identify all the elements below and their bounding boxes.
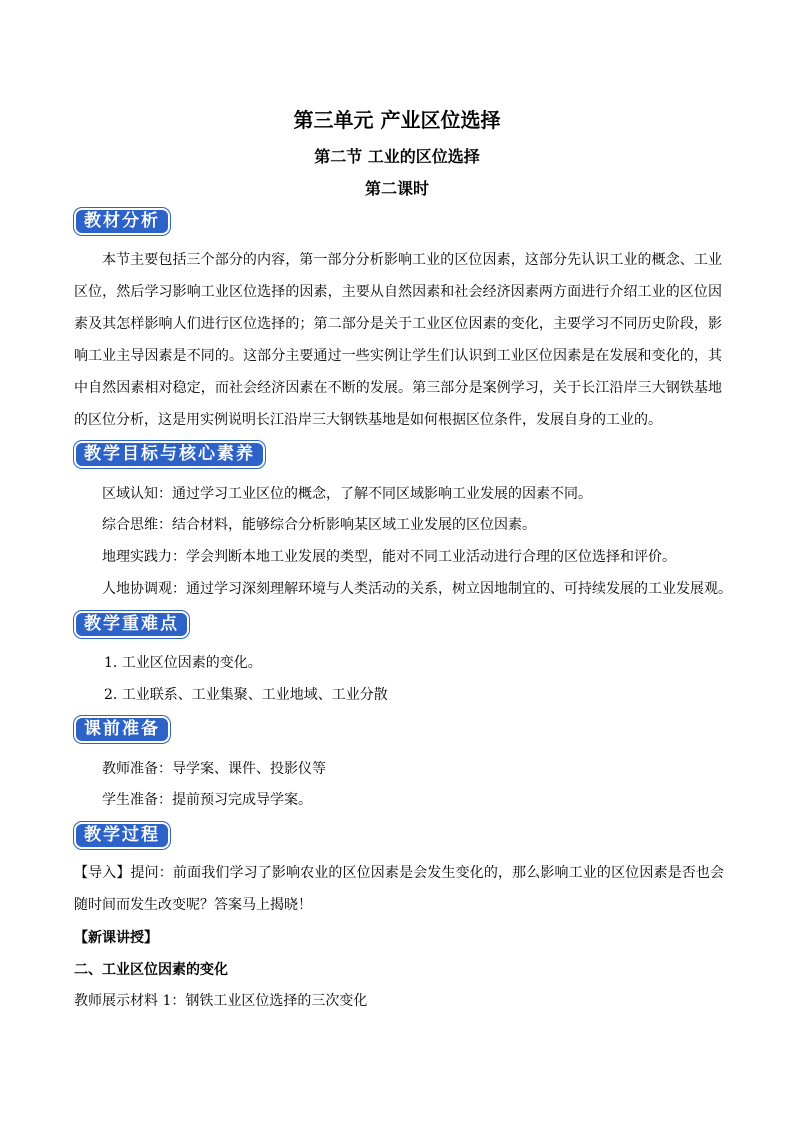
intro-paragraph: 【导入】提问：前面我们学习了影响农业的区位因素是会发生变化的，那么影响工业的区位因素是否也会随时间而发生改变呢？答案马上揭晓！ xyxy=(74,865,724,913)
goal-item: 综合思维：结合材料，能够综合分析影响某区域工业发展的区位因素。 xyxy=(102,517,536,533)
goal-item: 人地协调观：通过学习深刻理解环境与人类活动的关系，树立因地制宜的、可持续发展的工业发展观。 xyxy=(102,581,732,597)
section-heading: 二、工业区位因素的变化 xyxy=(74,962,228,978)
new-lesson-label: 【新课讲授】 xyxy=(74,930,158,946)
section-title: 第二节 工业的区位选择 xyxy=(314,147,480,166)
analysis-paragraph: 本节主要包括三个部分的内容，第一部分分析影响工业的区位因素，这部分先认识工业的概念、工业区位，然后学习影响工业区位选择的因素，主要从自然因素和社会经济因素两方面进行介绍工业的区位因素及其怎样影响人们进行区位选择的；第二部分是关于工业区位因素的变化，主要学习不同历史阶段，影响工业主导因素是不同的。这部分主要通过一些实例让学生们认识到工业区位因素是在发展和变化的，其中自然因素相对稳定，而社会经济因素在不断的发展。第三部分是案例学习，关于长江沿岸三大钢铁基地的区位分析，这是用实例说明长江沿岸三大钢铁基地是如何根据区位条件，发展自身的工业的。 xyxy=(74,252,722,428)
goal-item: 地理实践力：学会判断本地工业发展的类型，能对不同工业活动进行合理的区位选择和评价。 xyxy=(102,549,676,565)
prep-item: 学生准备：提前预习完成导学案。 xyxy=(102,792,312,808)
key-point-item: 1. 工业区位因素的变化。 xyxy=(104,655,262,671)
badge-analysis: 教材分析 xyxy=(74,208,170,235)
badge-prep: 课前准备 xyxy=(74,716,170,743)
lesson-title: 第二课时 xyxy=(364,179,429,198)
material-caption: 教师展示材料 1：钢铁工业区位选择的三次变化 xyxy=(74,993,368,1009)
goal-item: 区域认知：通过学习工业区位的概念，了解不同区域影响工业发展的因素不同。 xyxy=(102,486,592,502)
prep-item: 教师准备：导学案、课件、投影仪等 xyxy=(102,761,326,777)
badge-goals: 教学目标与核心素养 xyxy=(74,441,265,468)
unit-title: 第三单元 产业区位选择 xyxy=(293,108,501,132)
key-point-item: 2. 工业联系、工业集聚、工业地域、工业分散 xyxy=(104,687,388,703)
badge-key-points: 教学重难点 xyxy=(74,611,189,638)
badge-process: 教学过程 xyxy=(74,822,170,849)
